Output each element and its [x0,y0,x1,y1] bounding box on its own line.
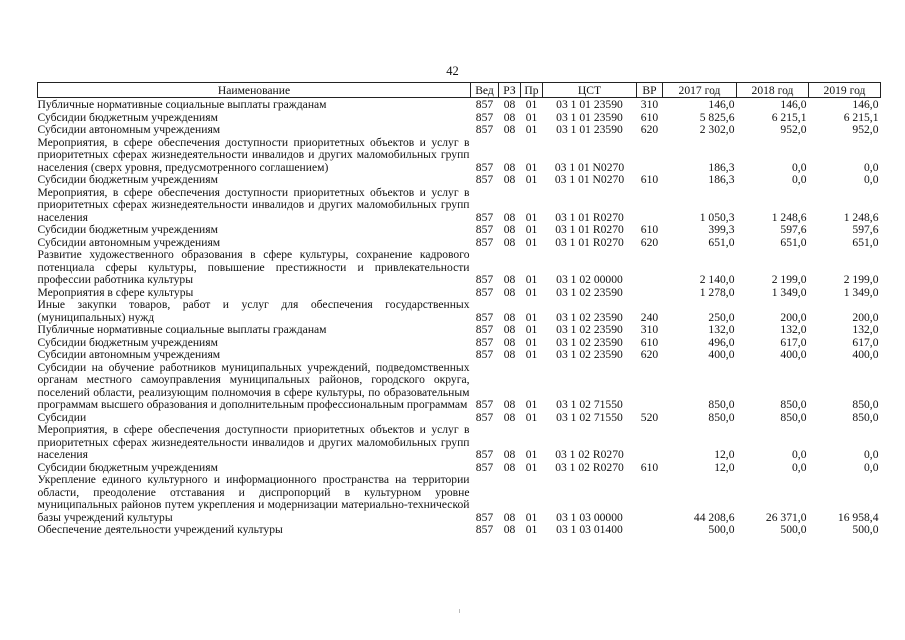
row-pr: 01 [525,310,538,324]
row-pr: 01 [525,510,538,524]
row-2018: 132,0 [780,323,807,336]
header-rz: РЗ [499,83,521,98]
row-vr: 240 [640,310,659,324]
row-2019: 1 349,0 [843,285,879,299]
row-vr: 310 [640,98,659,111]
header-vr: ВР [637,83,663,98]
row-pr: 01 [525,273,538,286]
row-name: Публичные нормативные социальные выплаты гражданам [37,98,327,111]
table-row [38,299,881,324]
row-2017: 250,0 [708,310,735,324]
row-2018: 0,0 [792,460,807,474]
row-ved: 857 [475,98,494,111]
row-name: Субсидии автономным учреждениям [37,123,221,136]
row-cst: 03 1 02 71550 [556,398,623,411]
row-cst: 03 1 01 23590 [556,98,623,111]
row-cst: 03 1 02 23590 [556,310,623,324]
row-name: Мероприятия, в сфере обеспечения доступности приоритетных объектов и услуг в приоритетных сферах жизнедеятельности инвалидов и других маломобильных групп населения [37,185,470,224]
row-vr: 520 [640,410,659,424]
row-2018: 2 199,0 [771,273,807,286]
row-name: Субсидии бюджетным учреждениям [37,173,218,186]
row-2017: 12,0 [714,460,735,474]
table-row [38,249,881,287]
row-2019: 2 199,0 [843,273,879,286]
table-header-row [38,83,881,98]
row-name: Публичные нормативные социальные выплаты гражданам [37,323,327,336]
row-2019: 400,0 [852,348,879,361]
row-2017: 850,0 [708,410,735,424]
row-cst: 03 1 02 R0270 [555,460,624,474]
row-2019: 850,0 [852,410,879,424]
row-2019: 500,0 [852,523,879,536]
row-2017: 44 208,6 [693,510,735,524]
row-2018: 0,0 [792,173,807,186]
row-2017: 850,0 [708,398,735,411]
row-pr: 01 [525,448,538,461]
table-row [38,174,881,187]
row-vr [637,362,663,412]
row-ved: 857 [475,285,494,299]
row-2018: 400,0 [780,348,807,361]
row-pr: 01 [525,210,538,224]
row-rz: 08 [503,510,516,524]
row-rz: 08 [503,123,516,136]
header-2017: 2017 год [663,83,737,98]
row-2018: 1 248,6 [771,210,807,224]
row-2019: 952,0 [852,123,879,136]
row-rz: 08 [503,335,516,349]
row-ved: 857 [475,173,494,186]
row-name: Субсидии на обучение работников муниципальных учреждений, подведомственных органам местного самоуправления муниципальных районов, городского округа, поселений области, реализующим полномочия в сфере культуры, по образовательным программам высшего образования и дополнительным профессиональным программам [37,360,470,411]
row-2017: 496,0 [708,335,735,349]
row-vr [637,137,663,175]
row-cst: 03 1 02 23590 [556,348,623,361]
row-name: Мероприятия в сфере культуры [37,285,194,299]
row-vr [637,424,663,462]
row-pr: 01 [525,398,538,411]
row-vr: 610 [640,110,659,124]
header-cst: ЦСТ [543,83,637,98]
row-2017: 12,0 [714,448,735,461]
row-cst: 03 1 02 R0270 [555,448,624,461]
row-ved: 857 [475,210,494,224]
row-2017: 5 825,6 [699,110,735,124]
header-2018: 2018 год [737,83,809,98]
row-cst: 03 1 01 N0270 [554,160,625,174]
table-row [38,524,881,537]
row-ved: 857 [475,323,494,336]
row-2018: 0,0 [792,160,807,174]
table-row [38,137,881,175]
row-pr: 01 [525,173,538,186]
row-cst: 03 1 02 00000 [556,273,623,286]
row-ved: 857 [475,273,494,286]
table-row [38,349,881,362]
budget-table [37,82,881,537]
row-2018: 617,0 [780,335,807,349]
row-ved: 857 [475,523,494,536]
row-pr: 01 [525,523,538,536]
table-row [38,324,881,337]
row-ved: 857 [475,510,494,524]
row-vr [637,524,663,537]
row-vr: 620 [640,348,659,361]
row-ved: 857 [475,223,494,236]
row-name: Субсидии бюджетным учреждениям [37,335,218,349]
row-vr: 610 [640,173,659,186]
row-2017: 500,0 [708,523,735,536]
row-2018: 850,0 [780,410,807,424]
row-vr: 610 [640,335,659,349]
row-rz: 08 [503,223,516,236]
row-2017: 1 278,0 [699,285,735,299]
row-cst: 03 1 03 00000 [556,510,623,524]
row-2017: 132,0 [708,323,735,336]
row-pr: 01 [525,410,538,424]
row-ved: 857 [475,160,494,174]
row-rz: 08 [503,285,516,299]
row-2019: 0,0 [864,160,879,174]
row-cst: 03 1 01 23590 [556,110,623,124]
table-row [38,424,881,462]
row-2018: 500,0 [780,523,807,536]
row-2018: 1 349,0 [771,285,807,299]
row-vr: 610 [640,223,659,236]
row-rz: 08 [503,398,516,411]
row-2017: 186,3 [708,173,735,186]
row-pr: 01 [525,323,538,336]
row-2019: 146,0 [852,98,879,111]
row-vr: 310 [640,323,659,336]
row-ved: 857 [475,398,494,411]
row-2019: 0,0 [864,460,879,474]
row-2018: 26 371,0 [765,510,807,524]
row-cst: 03 1 03 01400 [556,523,623,536]
row-vr [637,287,663,300]
table-row [38,474,881,524]
row-name: Развитие художественного образования в сфере культуры, сохранение кадрового потенциала сферы культуры, повышение престижности и привлекательности профессии работника культуры [37,248,470,286]
row-2018: 146,0 [780,98,807,111]
header-ved: Вед [471,83,499,98]
row-ved: 857 [475,123,494,136]
row-pr: 01 [525,123,538,136]
row-2018: 200,0 [780,310,807,324]
row-pr: 01 [525,460,538,474]
table-row [38,98,881,112]
row-ved: 857 [475,110,494,124]
row-2018: 850,0 [780,398,807,411]
row-2019: 850,0 [852,398,879,411]
row-rz: 08 [503,210,516,224]
row-2017: 400,0 [708,348,735,361]
row-2019: 0,0 [864,173,879,186]
row-2019: 617,0 [852,335,879,349]
row-vr [637,249,663,287]
row-name: Субсидии бюджетным учреждениям [37,110,218,124]
table-row [38,224,881,237]
row-name: Субсидии автономным учреждениям [37,235,221,249]
row-cst: 03 1 02 23590 [556,323,623,336]
row-name: Обеспечение деятельности учреждений культуры [37,523,283,536]
row-pr: 01 [525,110,538,124]
row-pr: 01 [525,285,538,299]
row-2018: 597,6 [780,223,807,236]
row-rz: 08 [503,323,516,336]
row-2019: 0,0 [864,448,879,461]
table-body [38,98,881,537]
row-2017: 2 302,0 [699,123,735,136]
row-cst: 03 1 01 23590 [556,123,623,136]
row-ved: 857 [475,410,494,424]
row-pr: 01 [525,348,538,361]
row-ved: 857 [475,310,494,324]
row-rz: 08 [503,310,516,324]
row-vr: 620 [640,123,659,136]
row-2018: 0,0 [792,448,807,461]
row-rz: 08 [503,235,516,249]
row-rz: 08 [503,110,516,124]
row-2017: 399,3 [708,223,735,236]
row-rz: 08 [503,273,516,286]
row-rz: 08 [503,160,516,174]
row-name: Мероприятия, в сфере обеспечения доступности приоритетных объектов и услуг в приоритетных сферах жизнедеятельности инвалидов и других маломобильных групп населения [37,423,470,461]
table-row [38,124,881,137]
table-row [38,187,881,225]
row-name: Субсидии бюджетным учреждениям [37,460,218,474]
row-cst: 03 1 02 23590 [556,285,623,299]
row-cst: 03 1 02 71550 [556,410,623,424]
header-2019: 2019 год [809,83,881,98]
row-name: Субсидии бюджетным учреждениям [37,223,218,236]
row-vr [637,187,663,225]
row-ved: 857 [475,348,494,361]
row-cst: 03 1 01 N0270 [554,173,625,186]
row-ved: 857 [475,448,494,461]
row-2017: 651,0 [708,235,735,249]
row-pr: 01 [525,160,538,174]
table-row [38,362,881,412]
row-2019: 1 248,6 [843,210,879,224]
row-name: Субсидии автономным учреждениям [37,348,221,361]
row-name: Мероприятия, в сфере обеспечения доступности приоритетных объектов и услуг в приоритетных сферах жизнедеятельности инвалидов и других маломобильных групп населения (сверх уровня, предусмотренного соглашением) [37,135,470,174]
scan-mark [459,609,460,613]
row-cst: 03 1 01 R0270 [555,235,624,249]
page-number: 42 [446,64,459,78]
row-rz: 08 [503,448,516,461]
row-cst: 03 1 01 R0270 [555,223,624,236]
row-cst: 03 1 01 R0270 [555,210,624,224]
row-ved: 857 [475,335,494,349]
row-2017: 146,0 [708,98,735,111]
row-2018: 952,0 [780,123,807,136]
row-rz: 08 [503,460,516,474]
row-2019: 651,0 [852,235,879,249]
header-name: Наименование [38,83,471,98]
row-cst: 03 1 02 23590 [556,335,623,349]
row-pr: 01 [525,235,538,249]
row-rz: 08 [503,410,516,424]
row-pr: 01 [525,223,538,236]
header-pr: Пр [521,83,543,98]
row-rz: 08 [503,523,516,536]
row-2019: 6 215,1 [843,110,879,124]
row-vr [637,474,663,524]
row-2019: 597,6 [852,223,879,236]
row-ved: 857 [475,460,494,474]
row-rz: 08 [503,173,516,186]
row-2018: 6 215,1 [771,110,807,124]
row-rz: 08 [503,348,516,361]
row-2018: 651,0 [780,235,807,249]
row-2019: 132,0 [852,323,879,336]
row-2017: 1 050,3 [699,210,735,224]
row-vr: 620 [640,235,659,249]
row-2017: 186,3 [708,160,735,174]
row-name: Укрепление единого культурного и информационного пространства на территории области, преодоление отставания и диспропорций в культурном уровне муниципальных районов путем укрепления и модернизации материально-технической базы учреждений культуры [37,473,470,524]
row-ved: 857 [475,235,494,249]
row-pr: 01 [525,335,538,349]
row-pr: 01 [525,98,538,111]
row-2017: 2 140,0 [699,273,735,286]
row-2019: 200,0 [852,310,879,324]
row-name: Субсидии [37,410,87,424]
row-rz: 08 [503,98,516,111]
row-vr: 610 [640,460,659,474]
row-2019: 16 958,4 [837,510,879,524]
row-name: Иные закупки товаров, работ и услуг для обеспечения государственных (муниципальных) нужд [37,298,470,324]
